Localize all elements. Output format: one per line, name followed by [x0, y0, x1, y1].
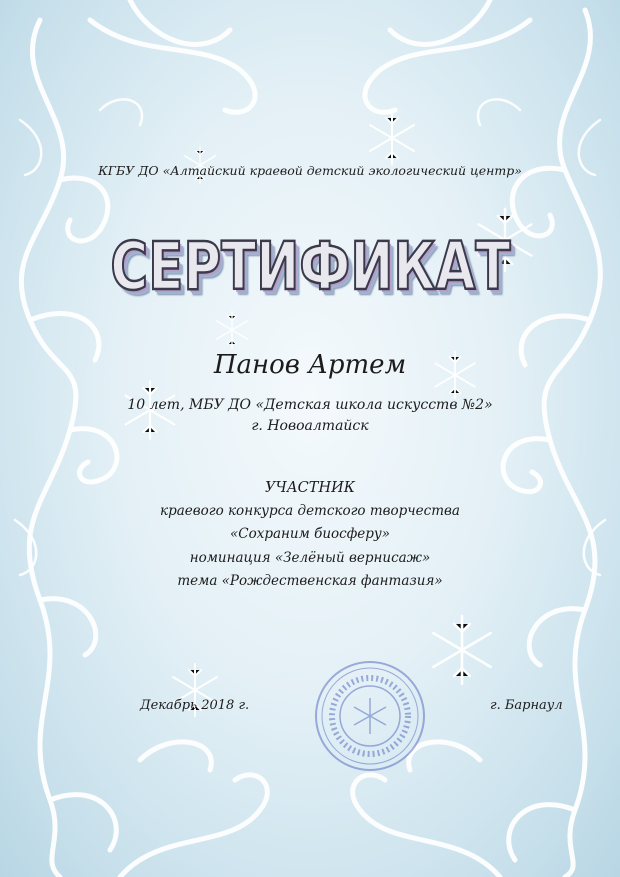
snowflake-icon [217, 312, 248, 348]
organization-name: КГБУ ДО «Алтайский краевой детский экологический центр» [98, 163, 522, 178]
certificate-title: СЕРТИФИКАТ [109, 228, 511, 305]
issue-date: Декабрь 2018 г. [140, 698, 250, 713]
issue-city: г. Барнаул [490, 698, 563, 713]
contest-name: краевого конкурса детского творчества [160, 503, 460, 519]
recipient-city: г. Новоалтайск [251, 418, 369, 434]
snowflake-icon [433, 616, 490, 684]
snowflake-icon [370, 112, 414, 164]
stamp-seal [312, 658, 428, 774]
recipient-details: 10 лет, МБУ ДО «Детская школа искусств №2» [127, 397, 493, 413]
title-container [0, 228, 620, 305]
contest-theme: тема «Рождественская фантазия» [177, 573, 443, 589]
contest-title: «Сохраним биосферу» [229, 526, 390, 542]
contest-nomination: номинация «Зелёный вернисаж» [189, 550, 431, 566]
participant-role: УЧАСТНИК [265, 480, 355, 496]
recipient-name: Панов Артем [213, 350, 407, 380]
